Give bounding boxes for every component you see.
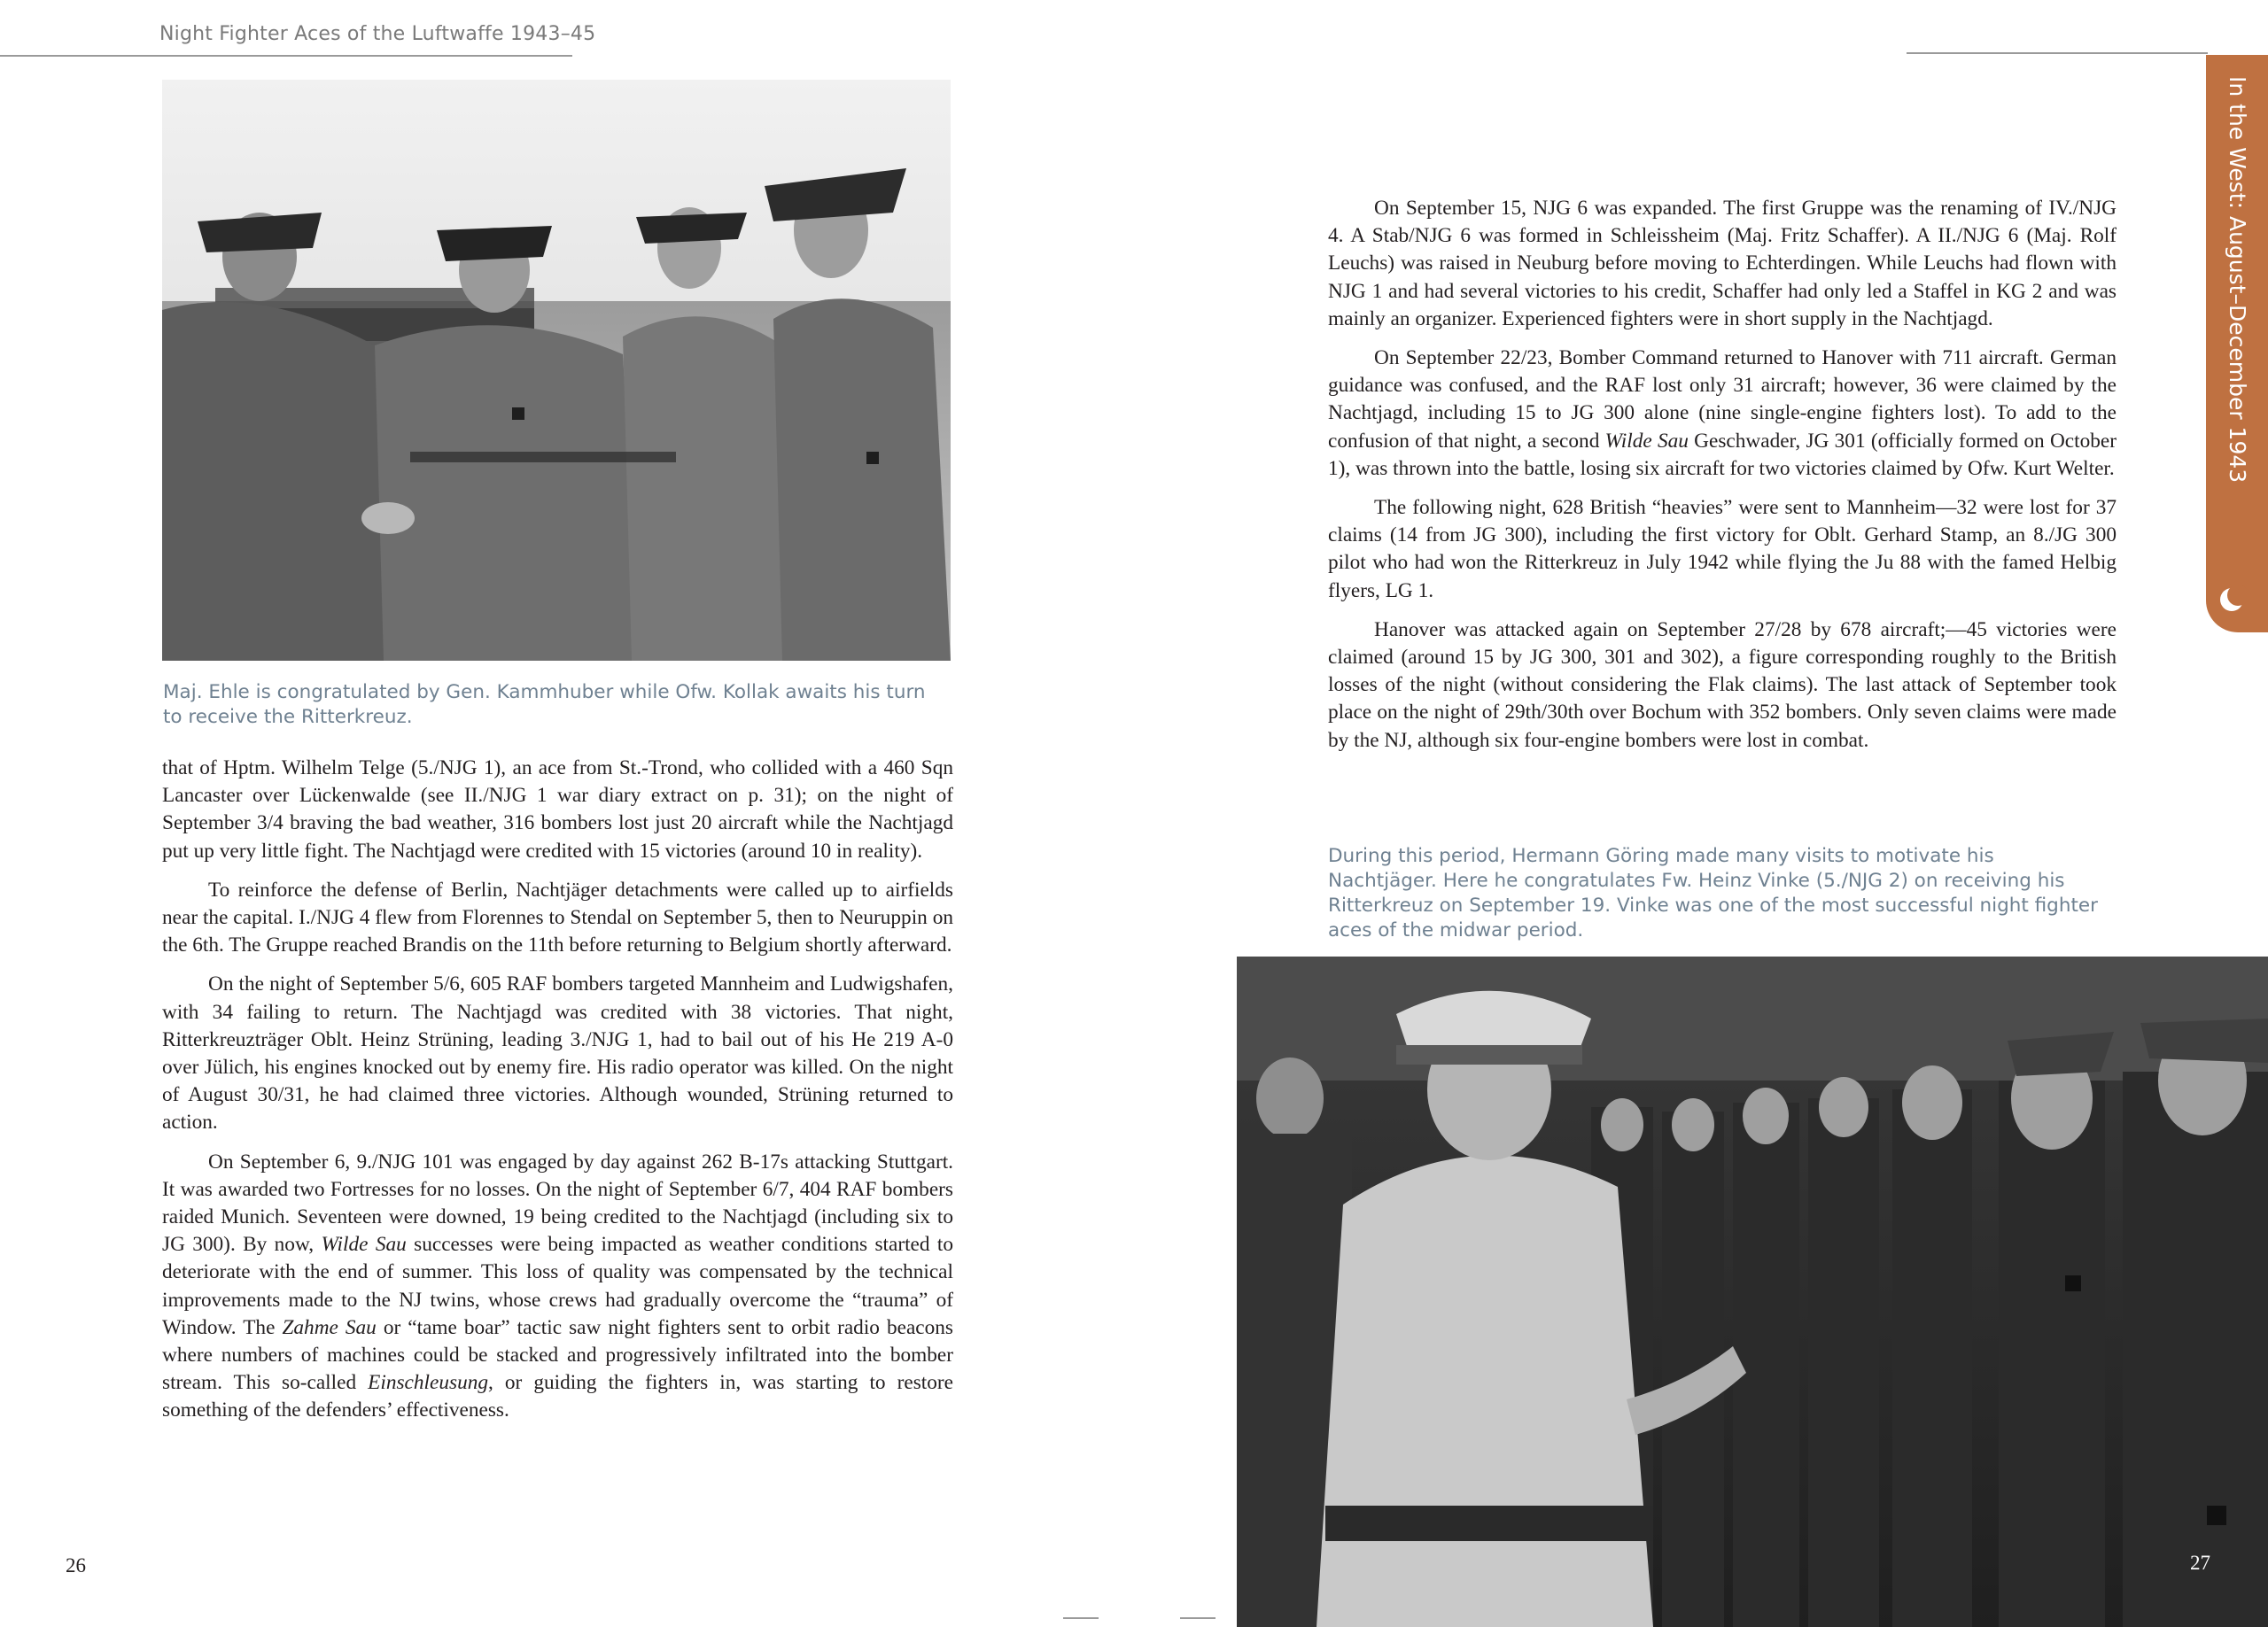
photo-caption: During this period, Hermann Göring made many visits to motivate his Nachtjäger. Here he congratulates Fw. Heinz Vinke (5./NJG 2) on receiving his Ritterkreuz on September 19. Vinke was one of the most successful night fighter aces of the midwar period. — [1328, 845, 2098, 941]
header-rule — [1907, 52, 2208, 54]
footer-mark — [1180, 1617, 1216, 1619]
paragraph: On September 15, NJG 6 was expanded. The first Gruppe was the renaming of IV./NJG 4. A Stab/NJG 6 was formed in Schleissheim (Maj. Fritz Schaffer). A II./NJG 6 (Maj. Rolf Leuchs) was raised in Neuburg before moving to Echterdingen. While Leuchs had flown with NJG 1 and had several victories to his credit, Schaffer had only led a Staffel in KG 2 and was mainly an organizer. Experienced fighters were in short supply in the Nachtjagd. — [1328, 197, 2117, 330]
goring-inspecting-airmen-photo — [1237, 957, 2268, 1627]
page-number: 27 — [2190, 1552, 2210, 1574]
paragraph: Hanover was attacked again on September 27/28 by 678 aircraft;—45 victories were claimed (around 15 by JG 300, 301 and 302), a figure corresponding roughly to the British losses of the night (without considering the Flak claims). The last attack of September took place on the night of 29th/30th over Bochum with 352 bombers. Only seven claims were made by the NJ, although six four-engine bombers were lost in combat. — [1328, 617, 2117, 752]
page-number: 26 — [66, 1554, 86, 1577]
paragraph: On September 6, 9./NJG 101 was engaged by day against 262 B-17s attacking Stuttgart. It was awarded two Fortresses for no losses. On the night of September 6/7, 404 RAF bombers raided Munich. Seventeen were downed, 19 being credited to the Nachtjagd (including six to JG 300). By now, Wilde Sau successes were being impacted as weather conditions started to deteriorate with the end of summer. This loss of quality was compensated by the technical improvements made to the NJ twins, whose crews had gradually overcome the “trauma” of Window. The Zahme Sau or “tame boar” tactic saw night fighters sent to orbit radio beacons where numbers of machines could be stacked and progressively infiltrated into the bomber stream. This so-called Einschleusung, or guiding the fighters in, was starting to restore something of the defenders’ effectiveness. — [162, 1150, 954, 1422]
chapter-tab — [2206, 55, 2268, 632]
paragraph: The following night, 628 British “heavies” were sent to Mannheim—32 were lost for 37 claims (14 from JG 300), including the first victory for Oblt. Gerhard Stamp, an 8./JG 300 pilot who had won the Ritterkreuz in July 1942 while flying the Ju 88 with the famed Helbig flyers, LG 1. — [1328, 496, 2117, 602]
paragraph: To reinforce the defense of Berlin, Nachtjäger detachments were called up to airfields near the capital. I./NJG 4 flew from Florennes to Stendal on September 5, then to Neuruppin on the 6th. The Gruppe reached Brandis on the 11th before returning to Belgium shortly afterward. — [162, 878, 953, 957]
header-rule — [0, 55, 572, 57]
paragraph: On September 22/23, Bomber Command returned to Hanover with 711 aircraft. German guidance was confused, and the RAF lost only 31 aircraft; however, 36 were claimed by the Nachtjagd, including 15 to JG 300 alone (nine single-engine fighters lost). To add to the confusion of that night, a second Wilde Sau Geschwader, JG 301 (officially formed on October 1), was thrown into the battle, losing six aircraft for two victories claimed by Ofw. Kurt Welter. — [1328, 346, 2117, 480]
left-page-body — [162, 755, 953, 1437]
chapter-tab-label: In the West: August–December 1943 — [2225, 76, 2250, 484]
paragraph: On the night of September 5/6, 605 RAF bombers targeted Mannheim and Ludwigshafen, with 34 failing to return. The Nachtjagd was credited with 38 victories. That night, Ritterkreuzträger Oblt. Heinz Strüning, leading 3./NJG 1, had to bail out of his He 219 A-0 over Jülich, his engines knocked out by enemy fire. His radio operator was killed. On the night of August 30/31, he had claimed three victories. Although wounded, Strüning returned to action. — [162, 972, 953, 1135]
officers-award-ceremony-photo — [162, 80, 951, 661]
footer-mark — [1063, 1617, 1099, 1619]
right-page-body — [1328, 195, 2117, 766]
paragraph: that of Hptm. Wilhelm Telge (5./NJG 1), an ace from St.-Trond, who collided with a 460 Sqn Lancaster over Lückenwalde (see II./NJG 1 war diary extract on p. 31); on the night of September 3/4 braving the bad weather, 316 bombers lost just 20 aircraft while the Nachtjagd put up very little fight. The Nachtjagd were credited with 15 victories (around 10 in reality). — [162, 756, 953, 863]
running-header-title: Night Fighter Aces of the Luftwaffe 1943–45 — [159, 23, 596, 45]
crescent-moon-icon — [2217, 585, 2247, 615]
photo-caption: Maj. Ehle is congratulated by Gen. Kammhuber while Ofw. Kollak awaits his turn to receive the Ritterkreuz. — [163, 681, 926, 728]
